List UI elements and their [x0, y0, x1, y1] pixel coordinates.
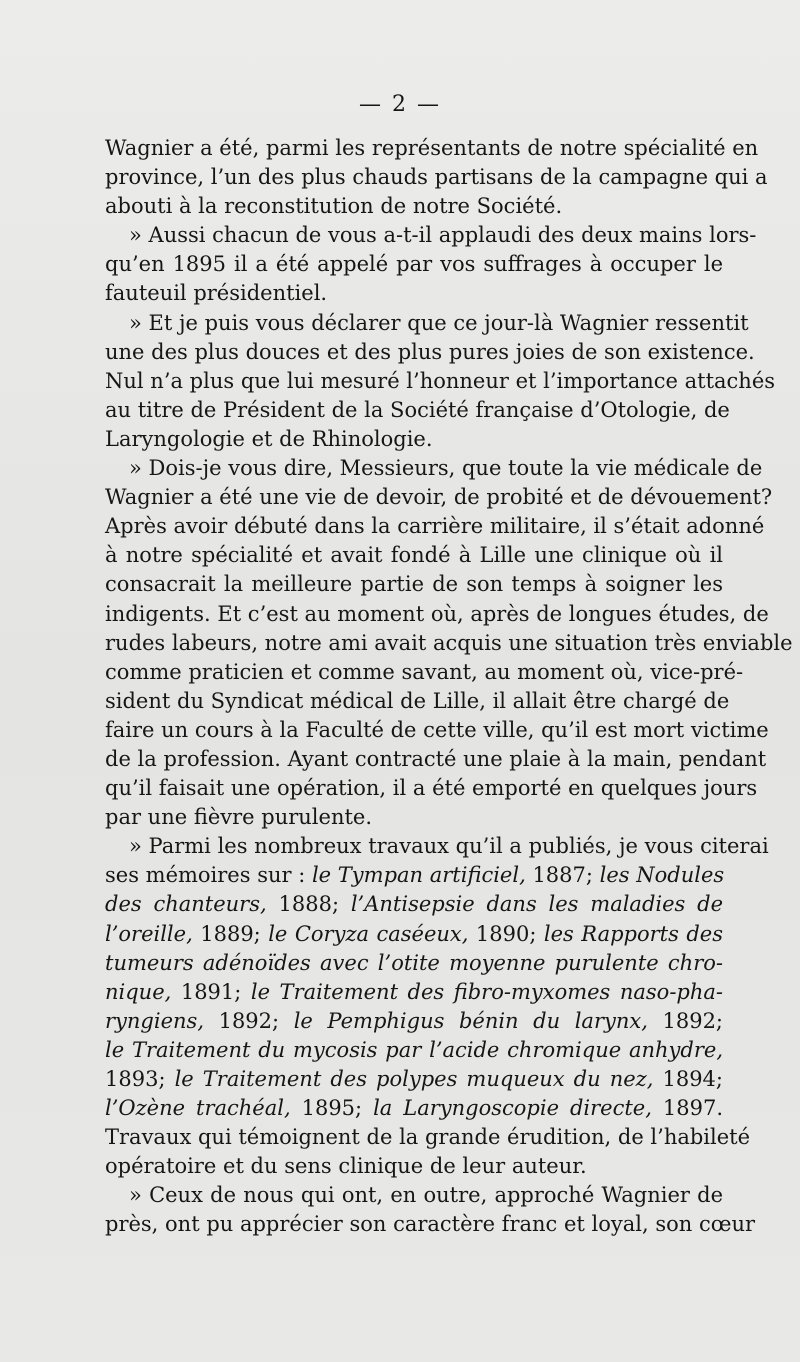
text-line: [105, 861, 723, 890]
text-line: [105, 1210, 756, 1239]
page-number: — 2 —: [359, 92, 441, 117]
text-segment: abouti à la reconstitution de notre Société.: [105, 194, 563, 219]
text-line: [105, 920, 723, 949]
text-line: [105, 1036, 723, 1065]
text-segment: 1891;: [171, 979, 251, 1004]
text-segment: » Aussi chacun de vous a-t-il applaudi des deux mains lors-: [129, 223, 757, 248]
text-segment: 1893;: [105, 1067, 175, 1091]
text-segment: 1895;: [290, 1096, 374, 1121]
body-text: [105, 134, 793, 1240]
text-segment: rudes labeurs, notre ami avait acquis une situation très enviable: [105, 630, 793, 655]
text-segment: qu’il faisait une opération, il a été emporté en quelques jours: [105, 776, 758, 801]
text-line: [105, 1152, 723, 1181]
text-line: [105, 687, 730, 716]
italic-text: les Nodules: [599, 863, 725, 888]
text-line: [105, 1181, 723, 1210]
text-segment: faire un cours à la Faculté de cette ville, qu’il est mort victime: [105, 717, 769, 742]
text-segment: » Dois-je vous dire, Messieurs, que toute la vie médicale de: [129, 456, 763, 481]
text-line: [105, 949, 723, 978]
text-segment: 1892;: [204, 1008, 294, 1033]
text-line: [105, 541, 723, 570]
italic-text: l’Ozène trachéal,: [105, 1096, 291, 1121]
text-line: [105, 803, 723, 832]
italic-text: le Traitement du mycosis par l’acide chromique anhydre,: [105, 1037, 723, 1062]
text-line: [105, 512, 765, 541]
text-segment: 1897.: [651, 1096, 723, 1121]
text-line: [105, 570, 723, 599]
text-line: [105, 600, 769, 629]
text-line: [105, 774, 758, 803]
text-line: [105, 309, 749, 338]
text-segment: opératoire et du sens clinique de leur auteur.: [105, 1154, 587, 1179]
italic-text: le Tympan artificiel,: [311, 863, 526, 888]
text-segment: » Et je puis vous déclarer que ce jour-là Wagnier ressentit: [129, 310, 749, 335]
italic-text: le Pemphigus bénin du larynx,: [293, 1008, 648, 1033]
text-line: [105, 163, 768, 192]
text-segment: 1894;: [653, 1067, 723, 1091]
text-line: [105, 1123, 751, 1152]
text-segment: Wagnier a été une vie de devoir, de probité et de dévouement?: [105, 485, 773, 510]
text-line: [105, 978, 723, 1007]
italic-text: le Traitement des polypes muqueux du nez,: [174, 1067, 654, 1091]
text-line: [105, 832, 769, 861]
text-segment: par une fièvre purulente.: [105, 805, 373, 830]
italic-text: la Laryngoscopie directe,: [373, 1096, 652, 1121]
text-segment: » Ceux de nous qui ont, en outre, approché Wagnier de: [129, 1183, 723, 1208]
text-line: [105, 192, 723, 221]
italic-text: tumeurs adénoïdes avec l’otite moyenne purulente chro-: [105, 950, 723, 975]
text-segment: sident du Syndicat médical de Lille, il allait être chargé de: [105, 688, 730, 713]
text-segment: » Parmi les nombreux travaux qu’il a publiés, je vous citerai: [129, 834, 769, 859]
text-segment: consacrait la meilleure partie de son temps à soigner les: [105, 572, 723, 597]
text-line: [105, 279, 723, 308]
text-segment: Laryngologie et de Rhinologie.: [105, 426, 433, 451]
text-segment: Travaux qui témoignent de la grande érudition, de l’habileté: [105, 1125, 751, 1150]
text-segment: fauteuil présidentiel.: [105, 281, 328, 306]
text-line: [105, 134, 759, 163]
text-line: [105, 658, 744, 687]
italic-text: les Rapports des: [543, 921, 723, 946]
text-segment: 1889;: [192, 921, 269, 946]
text-line: [105, 1065, 723, 1094]
text-segment: Après avoir débuté dans la carrière militaire, il s’était adonné: [105, 514, 765, 539]
text-line: [105, 483, 773, 512]
text-line: [105, 396, 730, 425]
text-line: [105, 1007, 723, 1036]
text-line: [105, 367, 776, 396]
text-segment: près, ont pu apprécier son caractère franc et loyal, son cœur: [105, 1212, 756, 1237]
italic-text: des chanteurs,: [105, 892, 267, 917]
text-line: [105, 890, 723, 919]
text-segment: 1888;: [266, 892, 351, 917]
italic-text: l’oreille,: [105, 921, 193, 946]
text-segment: comme praticien et comme savant, au moment où, vice-pré-: [105, 659, 744, 684]
text-segment: 1892;: [647, 1008, 724, 1033]
text-segment: 1890;: [468, 921, 544, 946]
italic-text: le Traitement des fibro-myxomes naso-pha-: [250, 979, 723, 1004]
text-line: [105, 221, 757, 250]
text-segment: une des plus douces et des plus pures joies de son existence.: [105, 339, 755, 364]
text-line: [105, 1094, 723, 1123]
text-line: [105, 425, 723, 454]
text-line: [105, 338, 755, 367]
text-line: [105, 629, 793, 658]
text-segment: 1887;: [525, 863, 600, 888]
text-line: [105, 716, 769, 745]
text-line: [105, 454, 763, 483]
text-segment: ses mémoires sur :: [105, 863, 312, 888]
text-segment: de la profession. Ayant contracté une plaie à la main, pendant: [105, 746, 767, 771]
text-segment: Nul n’a plus que lui mesuré l’honneur et l’importance attachés: [105, 368, 776, 393]
text-segment: qu’en 1895 il a été appelé par vos suffrages à occuper le: [105, 252, 723, 277]
italic-text: nique,: [105, 979, 172, 1004]
text-line: [105, 250, 723, 279]
text-segment: indigents. Et c’est au moment où, après de longues études, de: [105, 601, 769, 626]
text-line: [105, 745, 767, 774]
text-segment: au titre de Président de la Société française d’Otologie, de: [105, 397, 730, 422]
text-segment: à notre spécialité et avait fondé à Lille une clinique où il: [105, 543, 723, 568]
text-segment: province, l’un des plus chauds partisans de la campagne qui a: [105, 165, 768, 190]
italic-text: l’Antisepsie dans les maladies de: [350, 892, 723, 917]
italic-text: le Coryza caséeux,: [268, 921, 469, 946]
text-segment: Wagnier a été, parmi les représentants de notre spécialité en: [105, 136, 759, 160]
italic-text: ryngiens,: [105, 1008, 204, 1033]
